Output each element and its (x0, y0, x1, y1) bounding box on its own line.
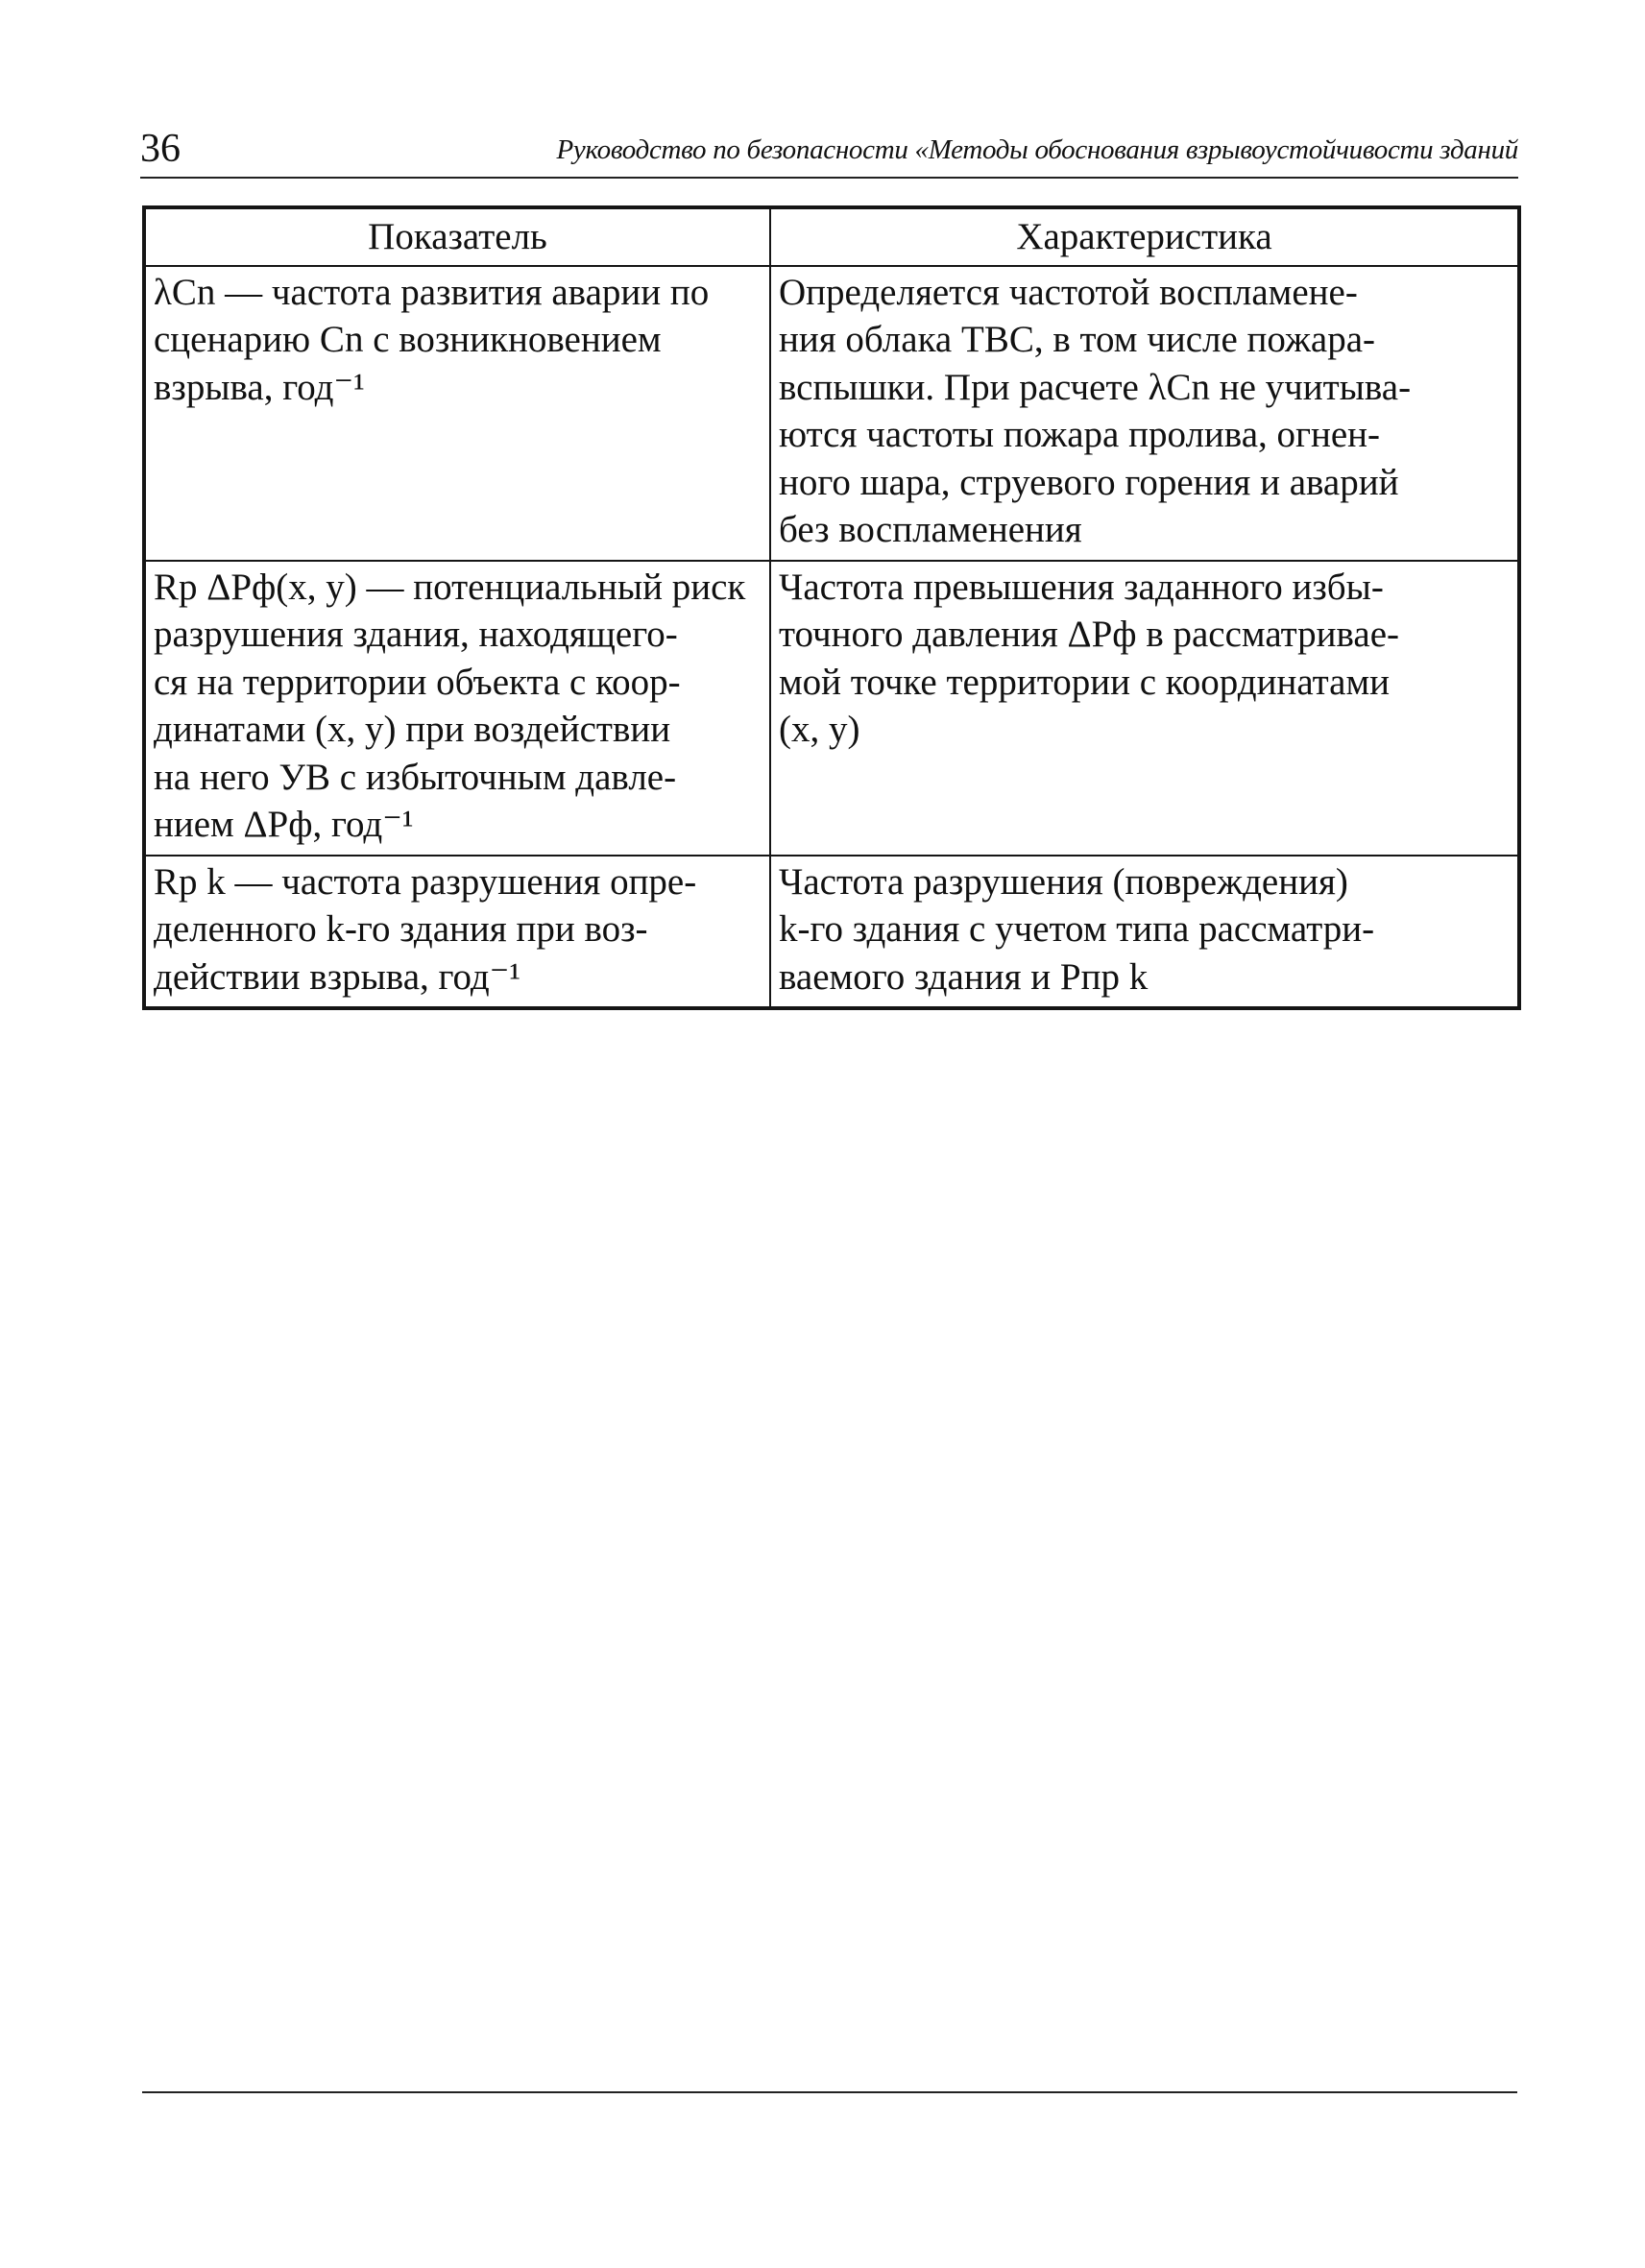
cell-line: λCn — частота развития аварии по (154, 271, 710, 313)
cell-line: динатами (x, y) при воздействии (154, 709, 671, 750)
table-row (144, 266, 1519, 561)
cell-line: Rр k — частота разрушения опре- (154, 860, 697, 903)
column-header-characteristic: Характеристика (770, 207, 1519, 266)
indicator-cell (144, 856, 770, 1009)
cell-line: ются частоты пожара пролива, огнен- (779, 414, 1381, 455)
cell-line: ваемого здания и Pпр k (779, 955, 1149, 998)
indicator-cell (144, 561, 770, 856)
cell-line: без воспламенения (779, 509, 1082, 550)
column-header-indicator: Показатель (144, 207, 770, 266)
characteristic-cell (770, 856, 1519, 1009)
cell-line: Rр ΔPф(x, y) — потенциальный риск (154, 566, 746, 608)
table-row (144, 561, 1519, 856)
characteristic-cell (770, 561, 1519, 856)
running-title: Руководство по безопасности «Методы обоснования взрывоустойчивости зданий (556, 134, 1518, 165)
cell-line: вспышки. При расчете λCn не учитыва- (779, 366, 1412, 408)
cell-line: Частота превышения заданного избы- (779, 566, 1384, 608)
indicator-cell (144, 266, 770, 561)
cell-line: ния облака ТВС, в том числе пожара- (779, 319, 1375, 360)
cell-line: ся на территории объекта с коор- (154, 661, 681, 703)
cell-line: точного давления ΔPф в рассматривае- (779, 614, 1400, 655)
cell-line: сценарию Cn с возникновением (154, 319, 662, 360)
indicator-table (142, 205, 1521, 1010)
cell-line: деленного k-го здания при воз- (154, 908, 648, 950)
cell-line: Определяется частотой воспламене- (779, 271, 1358, 313)
table-row (144, 856, 1519, 1009)
cell-line: действии взрыва, год⁻¹ (154, 955, 521, 998)
characteristic-cell (770, 266, 1519, 561)
cell-line: нием ΔPф, год⁻¹ (154, 804, 414, 845)
table-header-row (144, 207, 1519, 266)
cell-line: взрыва, год⁻¹ (154, 366, 365, 408)
cell-line: на него УВ с избыточным давле- (154, 756, 677, 798)
cell-line: мой точке территории с координатами (779, 661, 1390, 703)
page-number: 36 (140, 127, 181, 171)
cell-line: разрушения здания, находящего- (154, 614, 678, 655)
cell-line: Частота разрушения (повреждения) (779, 860, 1348, 903)
cell-line: k-го здания с учетом типа рассматри- (779, 908, 1375, 950)
cell-line: ного шара, струевого горения и аварий (779, 461, 1399, 503)
footer-divider (142, 2091, 1517, 2093)
page-header (140, 123, 1518, 179)
cell-line: (x, y) (779, 709, 860, 750)
